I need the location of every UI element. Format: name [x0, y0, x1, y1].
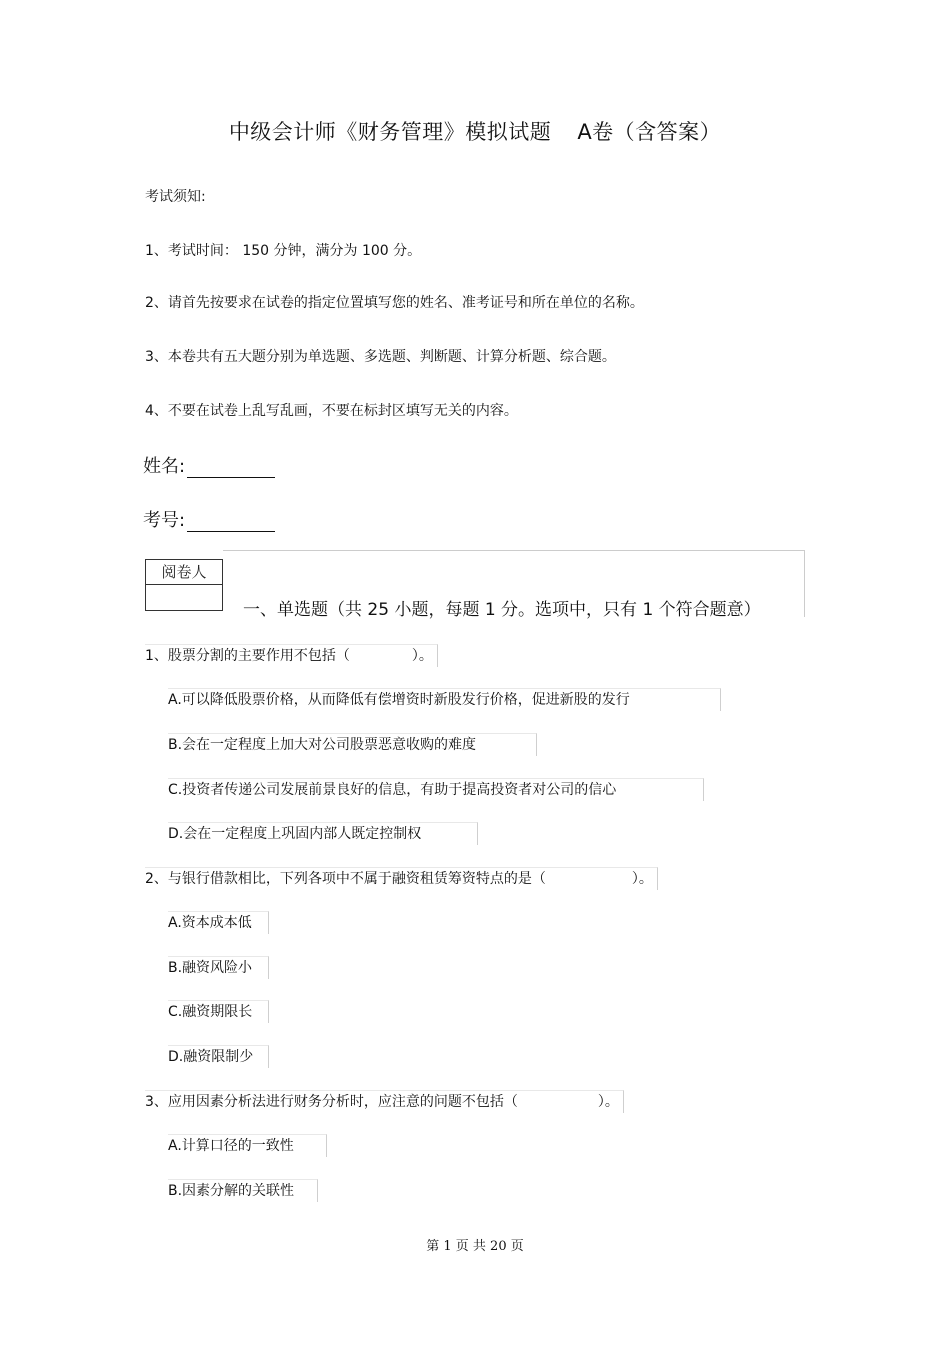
- document-title: [0, 116, 950, 146]
- notice-heading: 考试须知:: [145, 189, 206, 205]
- question-stem-text: 2、与银行借款相比，下列各项中不属于融资租赁筹资特点的是（: [145, 871, 546, 887]
- id-blank[interactable]: [187, 513, 275, 532]
- grader-box: [145, 559, 223, 611]
- id-field[interactable]: [143, 506, 275, 532]
- option-b[interactable]: B.会在一定程度上加大对公司股票恶意收购的难度: [168, 733, 537, 756]
- question-2-stem: [145, 867, 658, 890]
- option-d[interactable]: D.会在一定程度上巩固内部人既定控制权: [168, 822, 478, 845]
- name-label: 姓名:: [143, 456, 186, 477]
- title-suffix: A卷（含答案）: [577, 120, 722, 144]
- option-b[interactable]: B.融资风险小: [168, 956, 269, 979]
- option-c[interactable]: C.投资者传递公司发展前景良好的信息，有助于提高投资者对公司的信心: [168, 778, 704, 801]
- option-c[interactable]: C.融资期限长: [168, 1000, 269, 1023]
- option-a[interactable]: A.资本成本低: [168, 911, 269, 934]
- page-footer: 第 1 页 共 20 页: [426, 1239, 524, 1254]
- question-close: ）。: [597, 1094, 619, 1110]
- question-stem-text: 1、股票分割的主要作用不包括（: [145, 648, 350, 664]
- option-a[interactable]: A.计算口径的一致性: [168, 1134, 327, 1157]
- name-blank[interactable]: [187, 459, 275, 478]
- notice-item: 3、本卷共有五大题分别为单选题、多选题、判断题、计算分析题、综合题。: [145, 349, 616, 365]
- title-main: 中级会计师《财务管理》模拟试题: [228, 120, 552, 144]
- grader-label: 阅卷人: [146, 560, 222, 585]
- question-close: ）。: [411, 648, 433, 664]
- section-heading: 一、单选题（共 25 小题，每题 1 分。选项中，只有 1 个符合题意）: [243, 600, 761, 620]
- option-b[interactable]: B.因素分解的关联性: [168, 1179, 318, 1202]
- notice-item: 4、不要在试卷上乱写乱画，不要在标封区填写无关的内容。: [145, 403, 518, 419]
- name-field[interactable]: [143, 452, 275, 478]
- question-close: ）。: [631, 871, 653, 887]
- notice-item: 1、考试时间： 150 分钟，满分为 100 分。: [145, 243, 422, 259]
- id-label: 考号:: [143, 510, 186, 531]
- option-a[interactable]: A.可以降低股票价格，从而降低有偿增资时新股发行价格，促进新股的发行: [168, 688, 721, 711]
- option-d[interactable]: D.融资限制少: [168, 1045, 269, 1068]
- question-stem-text: 3、应用因素分析法进行财务分析时，应注意的问题不包括（: [145, 1094, 518, 1110]
- notice-item: 2、请首先按要求在试卷的指定位置填写您的姓名、准考证号和所在单位的名称。: [145, 295, 644, 311]
- question-1-stem: [145, 644, 438, 667]
- question-3-stem: [145, 1090, 624, 1113]
